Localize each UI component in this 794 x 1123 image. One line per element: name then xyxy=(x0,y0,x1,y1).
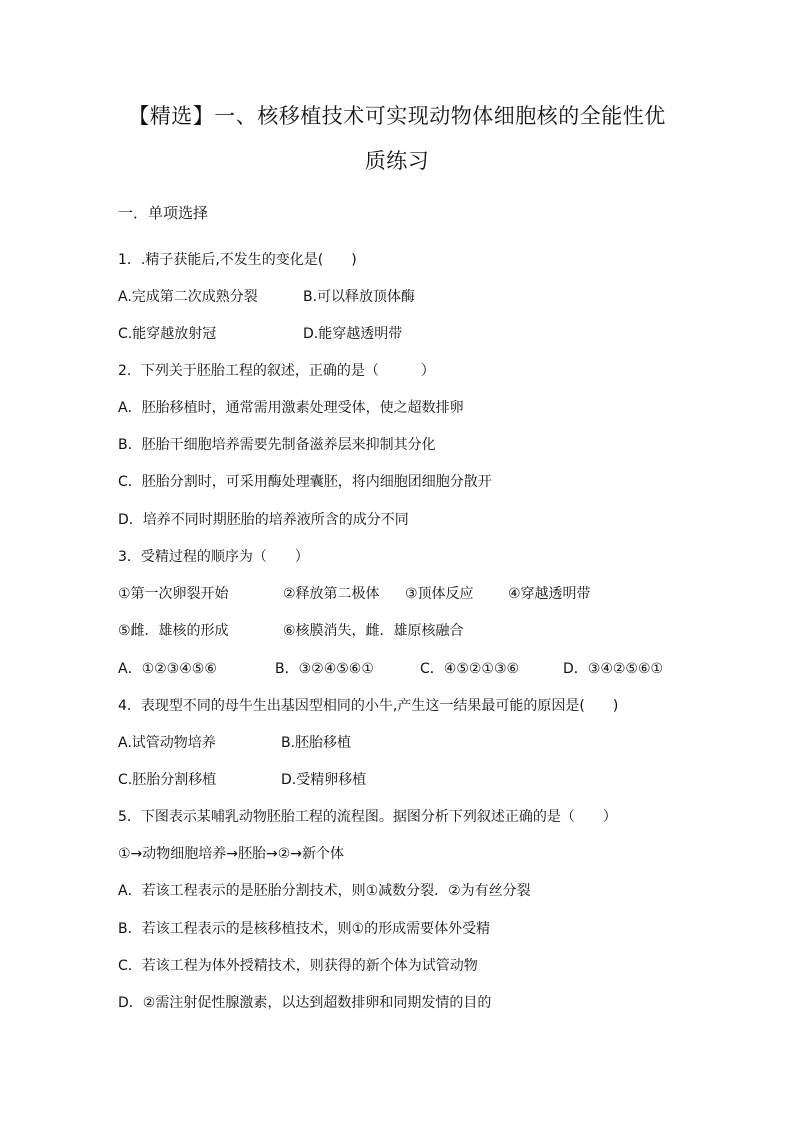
question-5-option-b: B．若该工程表示的是核移植技术，则①的形成需要体外受精 xyxy=(118,921,491,937)
question-2-option-c: C．胚胎分割时，可采用酶处理囊胚，将内细胞团细胞分散开 xyxy=(118,474,492,490)
section-heading: 一．单项选择 xyxy=(118,204,209,222)
question-3-option-c: C．④⑤②①③⑥ xyxy=(420,661,520,677)
question-3-step-4: ④穿越透明带 xyxy=(508,586,591,602)
question-3-step-5: ⑤雌．雄核的形成 xyxy=(118,623,229,639)
question-4-option-d: D.受精卵移植 xyxy=(281,772,367,788)
question-5-flow-diagram: ①→动物细胞培养→胚胎→②→新个体 xyxy=(118,846,345,862)
question-1-stem: 1．.精子获能后,不发生的变化是( ) xyxy=(118,252,357,268)
question-4-option-b: B.胚胎移植 xyxy=(281,735,352,751)
question-5-stem: 5．下图表示某哺乳动物胚胎工程的流程图。据图分析下列叙述正确的是（ ） xyxy=(118,809,617,825)
question-3-option-b: B．③②④⑤⑥① xyxy=(275,661,374,677)
document-title-line-1: 【精选】一、核移植技术可实现动物体细胞核的全能性优 xyxy=(128,104,666,128)
question-4-option-c: C.胚胎分割移植 xyxy=(118,772,217,788)
question-2-option-b: B．胚胎干细胞培养需要先制备滋养层来抑制其分化 xyxy=(118,437,436,453)
question-3-step-1: ①第一次卵裂开始 xyxy=(118,586,229,602)
question-5-option-c: C．若该工程为体外授精技术，则获得的新个体为试管动物 xyxy=(118,958,478,974)
question-4-option-a: A.试管动物培养 xyxy=(118,735,216,751)
question-3-step-2: ②释放第二极体 xyxy=(283,586,380,602)
question-2-stem: 2．下列关于胚胎工程的叙述，正确的是（ ） xyxy=(118,363,435,379)
question-2-option-a: A．胚胎移植时，通常需用激素处理受体，使之超数排卵 xyxy=(118,400,464,416)
question-4-stem: 4．表现型不同的母牛生出基因型相同的小牛,产生这一结果最可能的原因是( ) xyxy=(118,698,619,714)
question-1-option-d: D.能穿越透明带 xyxy=(303,326,403,342)
question-1-option-a: A.完成第二次成熟分裂 xyxy=(118,289,258,305)
question-5-option-d: D．②需注射促性腺激素，以达到超数排卵和同期发情的目的 xyxy=(118,995,492,1011)
question-3-step-3: ③顶体反应 xyxy=(405,586,474,602)
document-title-line-2: 质练习 xyxy=(364,149,430,173)
question-1-option-b: B.可以释放顶体酶 xyxy=(303,289,416,305)
question-3-step-6: ⑥核膜消失，雌．雄原核融合 xyxy=(283,623,464,639)
question-3-option-a: A．①②③④⑤⑥ xyxy=(118,661,217,677)
question-3-stem: 3．受精过程的顺序为（ ） xyxy=(118,549,309,565)
question-1-option-c: C.能穿越放射冠 xyxy=(118,326,217,342)
question-3-option-d: D．③④②⑤⑥① xyxy=(563,661,664,677)
question-2-option-d: D．培养不同时期胚胎的培养液所含的成分不同 xyxy=(118,512,409,528)
question-5-option-a: A．若该工程表示的是胚胎分割技术，则①减数分裂．②为有丝分裂 xyxy=(118,883,531,899)
